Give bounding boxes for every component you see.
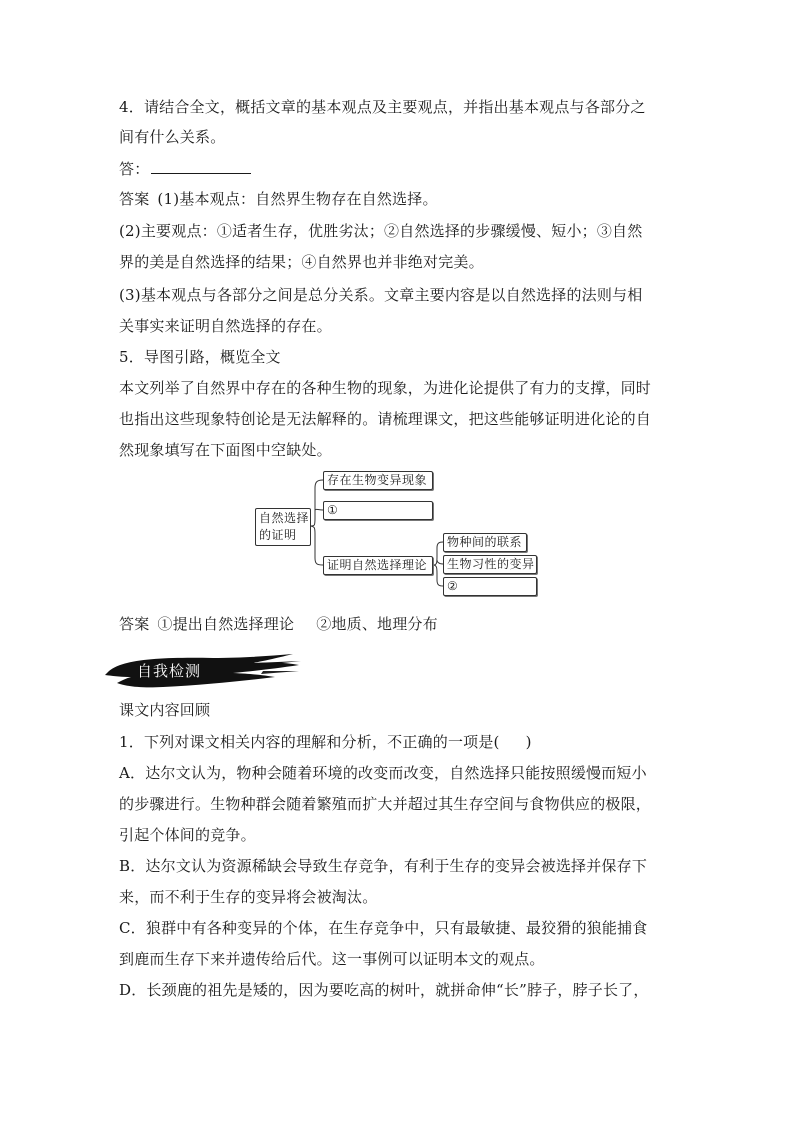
q5-title: 5．导图引路，概览全文	[119, 348, 281, 366]
diagram-node-proof: 证明自然选择理论	[323, 556, 433, 575]
answer-blank-line[interactable]	[151, 159, 251, 174]
q1-option-a-line-2: 的步骤进行。生物种群会随着繁殖而扩大并超过其生存空间与食物供应的极限，	[119, 795, 652, 813]
q4-answer-2-line-2: 界的美是自然选择的结果；④自然界也并非绝对完美。	[119, 253, 484, 271]
q4-answer-2-line-1: (2)主要观点：①适者生存，优胜劣汰；②自然选择的步骤缓慢、短小；③自然	[119, 222, 643, 240]
q5-answer	[119, 614, 438, 634]
q4-line-2: 间有什么关系。	[119, 128, 226, 146]
q1-option-a-line-3: 引起个体间的竞争。	[119, 826, 256, 844]
diagram-leaf-habit-variation: 生物习性的变异	[443, 555, 537, 574]
q5-intro-line-1: 本文列举了自然界中存在的各种生物的现象，为进化论提供了有力的支撑，同时	[119, 379, 652, 397]
q1-stem-text: 1．下列对课文相关内容的理解和分析，不正确的一项是(	[119, 733, 500, 751]
q5-intro-line-3: 然现象填写在下面图中空缺处。	[119, 441, 332, 459]
q1-option-c-line-1: C．狼群中有各种变异的个体，在生存竞争中，只有最敏捷、最狡猾的狼能捕食	[119, 919, 648, 937]
root-node-line-2: 的证明	[259, 528, 297, 542]
q1-option-c-line-2: 到鹿而生存下来并遗传给后代。这一事例可以证明本文的观点。	[119, 950, 545, 968]
q5-intro-line-2: 也指出这些现象特创论是无法解释的。请梳理课文，把这些能够证明进化论的自	[119, 410, 652, 428]
answer-label: 答案	[119, 190, 150, 208]
q1-option-b-line-1: B．达尔文认为资源稀缺会导致生存竞争，有利于生存的变异会被选择并保存下	[119, 857, 648, 875]
q4-answer-prompt	[119, 159, 251, 179]
q5-answer-1: ①提出自然选择理论	[157, 615, 295, 633]
diagram-blank-2[interactable]: ②	[443, 577, 537, 596]
q4-answer-1	[119, 189, 438, 209]
diagram-leaf-species-links: 物种间的联系	[443, 533, 527, 552]
q4-answer-3-line-2: 关事实来证明自然选择的存在。	[119, 317, 332, 335]
q1-stem	[119, 732, 532, 752]
answer-label: 答案	[119, 615, 150, 633]
brush-stroke-icon	[103, 649, 303, 691]
q1-option-b-line-2: 来，而不利于生存的变异将会被淘汰。	[119, 888, 378, 906]
section-banner-title: 自我检测	[137, 662, 202, 680]
section-banner	[103, 649, 303, 691]
diagram-node-variation: 存在生物变异现象	[323, 471, 433, 490]
diagram-root-node	[255, 508, 311, 546]
answer-text: (1)基本观点：自然界生物存在自然选择。	[157, 190, 438, 208]
q1-option-d-line-1: D．长颈鹿的祖先是矮的，因为要吃高的树叶，就拼命伸“长”脖子，脖子长了，	[119, 981, 649, 999]
diagram-blank-1[interactable]: ①	[323, 501, 433, 520]
q4-answer-3-line-1: (3)基本观点与各部分之间是总分关系。文章主要内容是以自然选择的法则与相	[119, 286, 643, 304]
q4-line-1: 4．请结合全文，概括文章的基本观点及主要观点，并指出基本观点与各部分之	[119, 98, 646, 116]
q5-answer-2: ②地质、地理分布	[316, 615, 438, 633]
root-node-line-1: 自然选择	[259, 511, 310, 525]
q1-stem-close: )	[525, 733, 532, 751]
q1-option-a-line-1: A．达尔文认为，物种会随着环境的改变而改变，自然选择只能按照缓慢而短小	[119, 764, 647, 782]
answer-prompt-label: 答：	[119, 160, 150, 178]
section-subtitle: 课文内容回顾	[119, 701, 211, 719]
mind-map-diagram	[253, 468, 543, 598]
